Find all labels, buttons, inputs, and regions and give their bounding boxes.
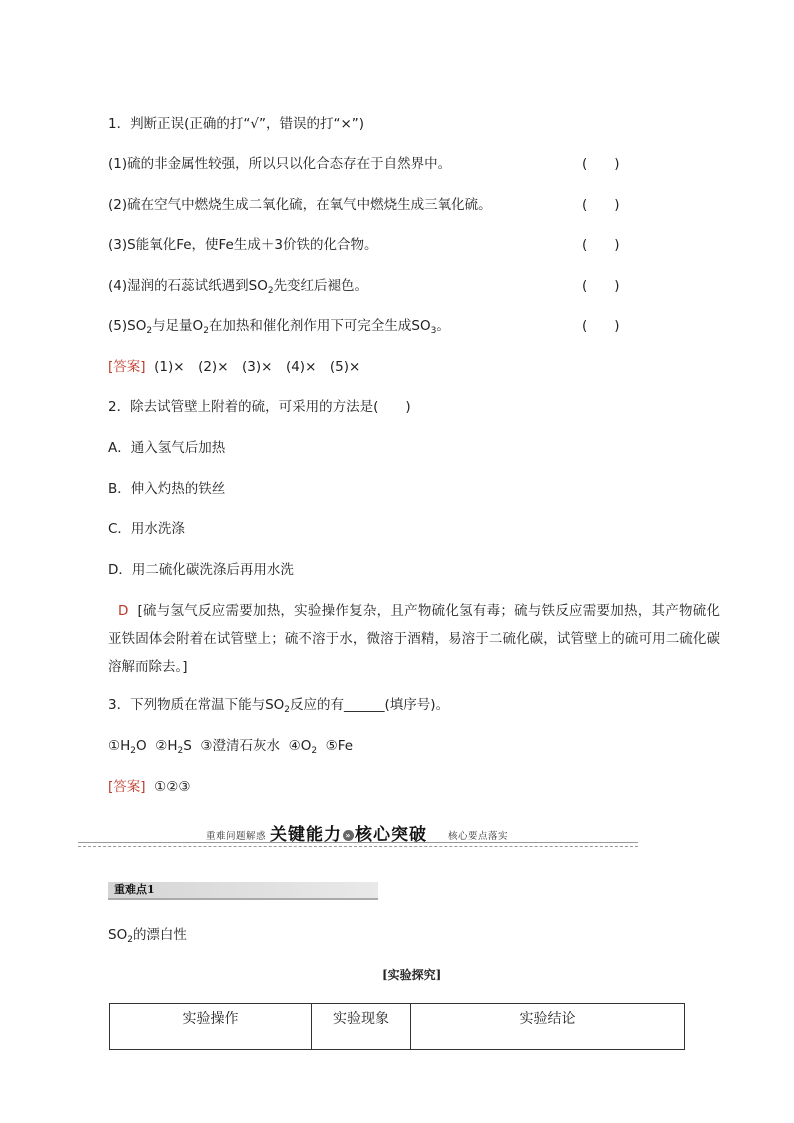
key-point-bar	[108, 882, 378, 900]
q3-answer	[108, 777, 190, 797]
table-header-row	[110, 1004, 685, 1050]
table-header: 实验结论	[411, 1004, 685, 1050]
explanation-text: [硫与氢气反应需要加热，实验操作复杂，且产物硫化氢有毒；硫与铁反应需要加热，其产物硫化亚铁固体会附着在试管壁上；硫不溶于水，微溶于酒精，易溶于二硫化碳，试管壁上的硫可用二硫化碳溶解而除去。]	[108, 603, 720, 675]
q2-option-c: C．用水洗涤	[108, 521, 185, 537]
answer-blank: ( )	[582, 156, 620, 172]
key-point-tag: 重难点1	[114, 883, 155, 896]
q2-option-a: A．通入氢气后加热	[108, 440, 226, 456]
answer-blank: ( )	[582, 278, 620, 294]
answer-letter: D	[118, 603, 129, 619]
question-1-title: 1．判断正误(正确的打“√”，错误的打“×”)	[108, 116, 365, 132]
banner-right-caption: 核心要点落实	[448, 831, 509, 842]
section-subheading: [实验探究]	[382, 968, 442, 982]
q1-item-4: (4)湿润的石蕊试纸遇到$SO_2$先变红后褪色。	[108, 278, 369, 296]
double-arrow-icon: »	[343, 830, 354, 841]
answer-blank: ( )	[582, 318, 620, 334]
banner-title: 关键能力 » 核心突破	[270, 825, 427, 845]
q1-item-3: (3)S能氧化Fe，使Fe生成＋3价铁的化合物。	[108, 237, 378, 253]
q2-option-b: B．伸入灼热的铁丝	[108, 481, 226, 497]
question-2-title: 2．除去试管壁上附着的硫，可采用的方法是( )	[108, 399, 411, 415]
experiment-table	[109, 1003, 685, 1050]
banner-left-caption: 重难问题解惑	[206, 831, 267, 842]
key-point-title: $SO_2$的漂白性	[108, 927, 187, 945]
answer-label: [答案]	[108, 359, 146, 375]
q1-item-1: (1)硫的非金属性较强，所以只以化合态存在于自然界中。	[108, 156, 452, 172]
answer-label: [答案]	[108, 779, 146, 795]
q2-explanation	[108, 597, 720, 681]
answer-text: (1)× (2)× (3)× (4)× (5)×	[154, 359, 361, 375]
banner-divider	[78, 842, 638, 847]
answer-blank: ( )	[582, 237, 620, 253]
table-header: 实验现象	[312, 1004, 411, 1050]
q1-answer	[108, 357, 360, 377]
answer-text: ①②③	[154, 779, 191, 795]
section-banner	[78, 820, 638, 846]
answer-blank: ( )	[582, 197, 620, 213]
q1-item-5: $(5)SO_2$与足量$O_2$在加热和催化剂作用下可完全生成$SO_3$。	[108, 318, 450, 336]
table-header: 实验操作	[110, 1004, 312, 1050]
question-3-title: 3．下列物质在常温下能与$SO_2$反应的有______(填序号)。	[108, 697, 450, 715]
q1-item-2: (2)硫在空气中燃烧生成二氧化硫，在氧气中燃烧生成三氧化硫。	[108, 197, 492, 213]
q2-option-d: D．用二硫化碳洗涤后再用水洗	[108, 562, 294, 578]
q3-options: $①H_2O$ $②H_2S$ ③澄清石灰水 $④O_2$ ⑤Fe	[108, 738, 354, 756]
